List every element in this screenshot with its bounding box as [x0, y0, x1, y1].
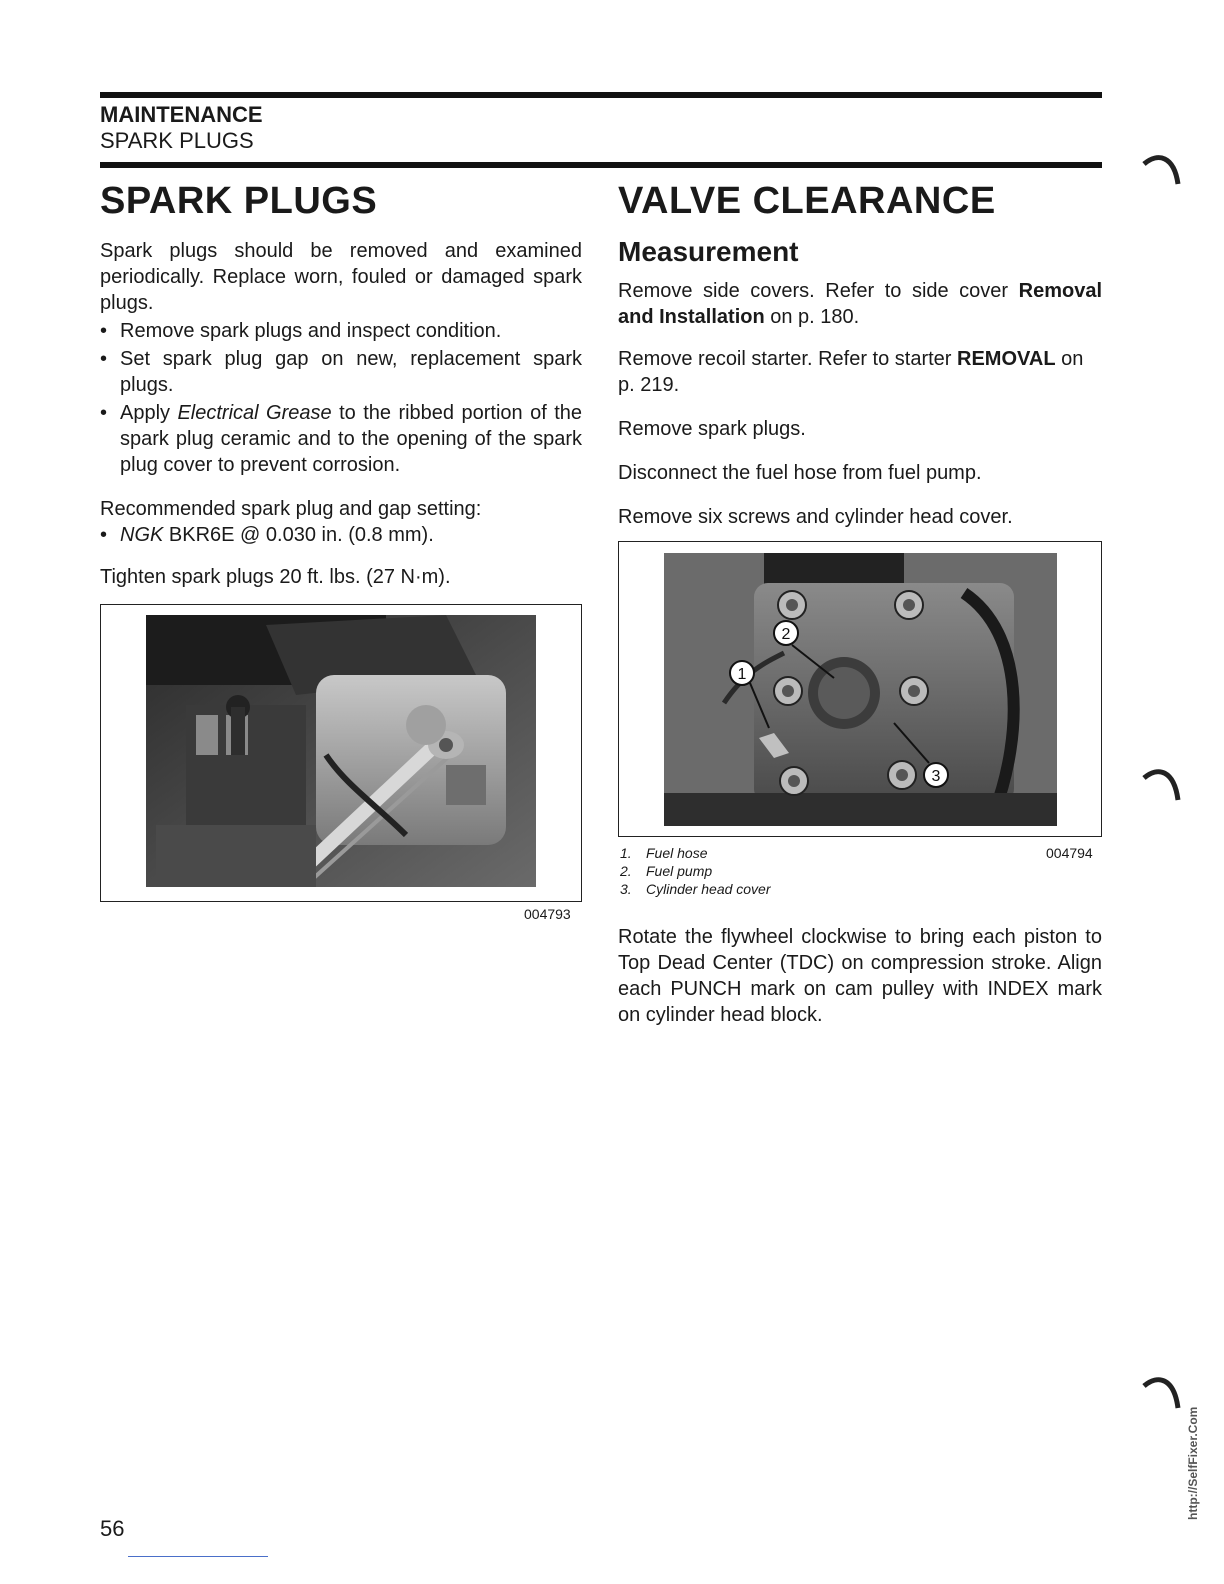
side-covers-post: on p. 180. — [764, 306, 860, 328]
valve-clearance-heading: VALVE CLEARANCE — [618, 180, 996, 222]
legend-label: Cylinder head cover — [646, 881, 771, 897]
recoil-ref: REMOVAL — [957, 348, 1056, 370]
recommended-list — [100, 522, 582, 548]
page-number: 56 — [100, 1516, 125, 1541]
list-item: • Remove spark plugs and inspect condition. — [100, 318, 582, 344]
step-fuel-hose: Disconnect the fuel hose from fuel pump. — [618, 462, 982, 484]
list-item — [100, 522, 582, 548]
recommended-label: Recommended spark plug and gap setting: — [100, 498, 482, 520]
grease-post: to the ribbed portion of the spark plug ceramic and to the opening of the spark plug cover to prevent corrosion. — [120, 402, 582, 476]
margin-mark — [1140, 1372, 1184, 1416]
footer-underline — [128, 1556, 268, 1557]
cylinder-head-photo — [664, 553, 1057, 826]
legend-item — [620, 862, 771, 880]
spark-plugs-body — [100, 238, 582, 590]
plug-brand: NGK — [120, 524, 164, 546]
spark-plug-figure — [100, 604, 582, 902]
legend-item — [620, 880, 771, 898]
top-rule — [100, 92, 1102, 98]
step-head-cover: Remove six screws and cylinder head cover. — [618, 506, 1013, 528]
plug-spec: BKR6E @ 0.030 in. (0.8 mm). — [163, 524, 434, 546]
recoil-pre: Remove recoil starter. Refer to starter — [618, 348, 958, 370]
cylinder-head-figure — [618, 541, 1102, 837]
grease-product: Electrical Grease — [177, 402, 332, 424]
callout-3 — [924, 763, 948, 787]
callout-1 — [730, 661, 754, 685]
side-covers-pre: Remove side covers. Refer to side cover — [618, 280, 1019, 302]
spark-plugs-steps — [100, 318, 582, 478]
torque-spec: Tighten spark plugs 20 ft. lbs. (27 N·m). — [100, 566, 451, 588]
list-item: • Set spark plug gap on new, replacement spark plugs. — [100, 346, 582, 398]
spark-plugs-intro: Spark plugs should be removed and examined periodically. Replace worn, fouled or damaged spark plugs. — [100, 240, 582, 314]
callout-1-label: 1 — [737, 666, 747, 683]
recoil-post: on p. 219. — [618, 348, 1084, 396]
step-rotate-flywheel: Rotate the flywheel clockwise to bring each piston to Top Dead Center (TDC) on compression stroke. Align each PUNCH mark on cam pulley with INDEX mark on cylinder head block. — [618, 926, 1102, 1026]
margin-mark — [1140, 150, 1184, 190]
figure-legend — [620, 844, 771, 898]
legend-item — [620, 844, 771, 862]
spark-plugs-heading: SPARK PLUGS — [100, 180, 378, 222]
legend-num: 3. — [620, 881, 632, 897]
running-head-section: MAINTENANCE — [100, 102, 263, 127]
engine-spark-plug-illustration — [146, 615, 536, 887]
header-bottom-rule — [100, 162, 1102, 168]
cylinder-head-illustration — [664, 553, 1057, 826]
figure-number: 004794 — [1046, 845, 1093, 861]
callout-2 — [774, 621, 798, 645]
callout-3-label: 3 — [931, 768, 941, 785]
running-head-subsection: SPARK PLUGS — [100, 128, 254, 153]
valve-clearance-body — [618, 278, 1102, 530]
figure-number: 004793 — [524, 906, 571, 922]
step-side-covers — [618, 278, 1102, 330]
legend-label: Fuel pump — [646, 863, 713, 879]
legend-label: Fuel hose — [646, 845, 708, 861]
measurement-subheading: Measurement — [618, 236, 799, 267]
grease-pre: Apply — [120, 402, 178, 424]
step-recoil-starter — [618, 346, 1102, 398]
spark-plug-photo — [146, 615, 536, 887]
legend-num: 1. — [620, 845, 632, 861]
callout-2-label: 2 — [781, 626, 791, 643]
side-covers-ref: Removal and Installation — [618, 280, 1102, 328]
margin-mark — [1140, 764, 1184, 808]
legend-num: 2. — [620, 863, 632, 879]
step-remove-plugs: Remove spark plugs. — [618, 418, 806, 440]
watermark-link[interactable]: http://SelfFixer.Com — [1186, 1406, 1200, 1520]
list-item — [100, 400, 582, 478]
